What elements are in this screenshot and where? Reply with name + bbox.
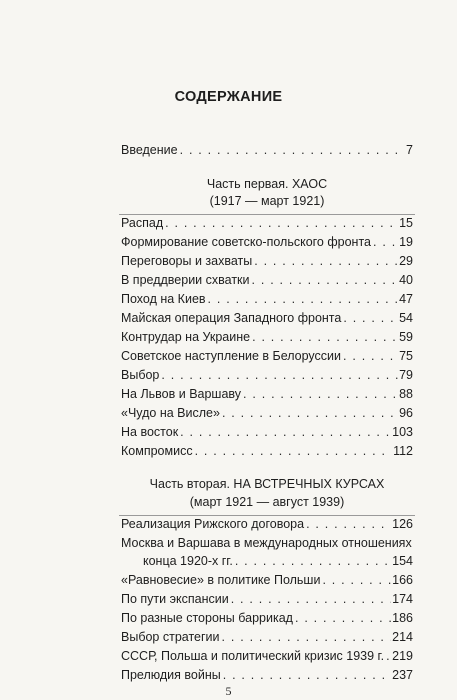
toc-entry-page: 112 [393,444,413,458]
toc-entry-title: Выбор [121,368,160,382]
toc-entry-page: 96 [399,406,413,420]
toc-entry-title: На восток [121,425,179,439]
toc-entry-page: 126 [392,517,413,531]
toc-entry-page: 29 [399,254,413,268]
toc-entry-page: 186 [392,611,413,625]
toc-leader-dots [180,140,405,160]
toc-entry-title: Компромисс [121,444,193,458]
toc-entry-page: 59 [399,330,413,344]
toc-entry-page: 19 [399,235,413,249]
toc-leader-dots [254,251,398,271]
toc-entry [121,213,413,233]
toc-leader-dots [306,514,391,534]
toc-leader-dots [373,232,398,252]
toc-entry-title: СССР, Польша и политический кризис 1939 г. [121,649,385,663]
toc-entry-title: На Львов и Варшаву [121,387,242,401]
toc-entry-title: Майская операция Западного фронта [121,311,342,325]
toc-entry-page: 75 [399,349,413,363]
toc-entry-title: Выбор стратегии [121,630,220,644]
toc-entry-title: Контрудар на Украине [121,330,251,344]
toc-entry [121,346,413,366]
toc-entry-title: Реализация Рижского договора [121,517,305,531]
toc-entry [121,403,413,423]
toc-entry [121,646,413,666]
toc-entry-title: В преддверии схватки [121,273,250,287]
toc-leader-dots [386,646,391,666]
toc-entry-title-line2: конца 1920-х гг. [143,554,233,568]
page-title: СОДЕРЖАНИЕ [174,89,283,105]
toc-leader-dots [222,627,392,647]
toc-leader-dots [343,346,398,366]
toc-entry [121,232,413,252]
toc-entry-title: Введение [121,143,178,157]
toc-leader-dots [165,213,398,233]
toc-entry-page: 15 [399,216,413,230]
part2-dates: (март 1921 — август 1939) [189,495,345,509]
toc-entry [121,589,413,609]
toc-leader-dots [223,665,391,685]
toc-leader-dots [235,551,391,571]
toc-entry [121,422,413,442]
toc-entry-title-line1: Москва и Варшава в международных отношениях [121,536,412,550]
toc-entry-page: 214 [392,630,413,644]
toc-entry [121,570,413,590]
toc-leader-dots [252,270,399,290]
toc-entry-title: Прелюдия войны [121,668,221,682]
toc-entry-page: 166 [392,573,413,587]
toc-entry-title: «Равновесие» в политике Польши [121,573,321,587]
toc-entry [121,627,413,647]
toc-entry-title: По пути экспансии [121,592,229,606]
part2-heading: Часть вторая. НА ВСТРЕЧНЫХ КУРСАХ [149,477,385,491]
toc-leader-dots [222,403,398,423]
toc-leader-dots [208,289,399,309]
toc-leader-dots [180,422,391,442]
toc-entry [121,270,413,290]
toc-entry-intro [121,140,413,160]
toc-entry [121,308,413,328]
toc-entry-title: Советское наступление в Белоруссии [121,349,342,363]
toc-leader-dots [322,570,391,590]
toc-entry-page: 40 [399,273,413,287]
toc-entry-page: 7 [406,143,413,157]
part1-heading: Часть первая. ХАОС [206,177,328,191]
toc-entry-title: Распад [121,216,164,230]
toc-entry [121,384,413,404]
page-number: 5 [225,684,232,698]
toc-entry [121,365,413,385]
toc-entry-page: 88 [399,387,413,401]
toc-entry-title: Формирование советско-польского фронта [121,235,371,249]
toc-entry-page: 154 [392,554,413,568]
toc-entry [121,441,413,461]
toc-entry [143,551,413,571]
toc-entry [121,608,413,628]
toc-entry-title: Переговоры и захваты [121,254,253,268]
toc-entry-page: 174 [392,592,413,606]
toc-leader-dots [243,384,398,404]
toc-entry-page: 47 [399,292,413,306]
toc-leader-dots [295,608,391,628]
toc-leader-dots [343,308,398,328]
toc-entry [121,327,413,347]
toc-entry [121,251,413,271]
toc-leader-dots [231,589,391,609]
toc-entry-page: 219 [392,649,413,663]
toc-entry-page: 103 [392,425,413,439]
toc-entry-page: 237 [392,668,413,682]
part1-dates: (1917 — март 1921) [209,194,325,208]
toc-leader-dots [252,327,398,347]
toc-leader-dots [161,365,398,385]
toc-entry [121,289,413,309]
toc-entry [121,665,413,685]
toc-leader-dots [195,441,392,461]
toc-entry-title: По разные стороны баррикад [121,611,293,625]
toc-entry-page: 54 [399,311,413,325]
toc-entry-title: «Чудо на Висле» [121,406,220,420]
toc-entry-title: Поход на Киев [121,292,206,306]
toc-entry [121,514,413,534]
toc-entry-page: 79 [399,368,413,382]
